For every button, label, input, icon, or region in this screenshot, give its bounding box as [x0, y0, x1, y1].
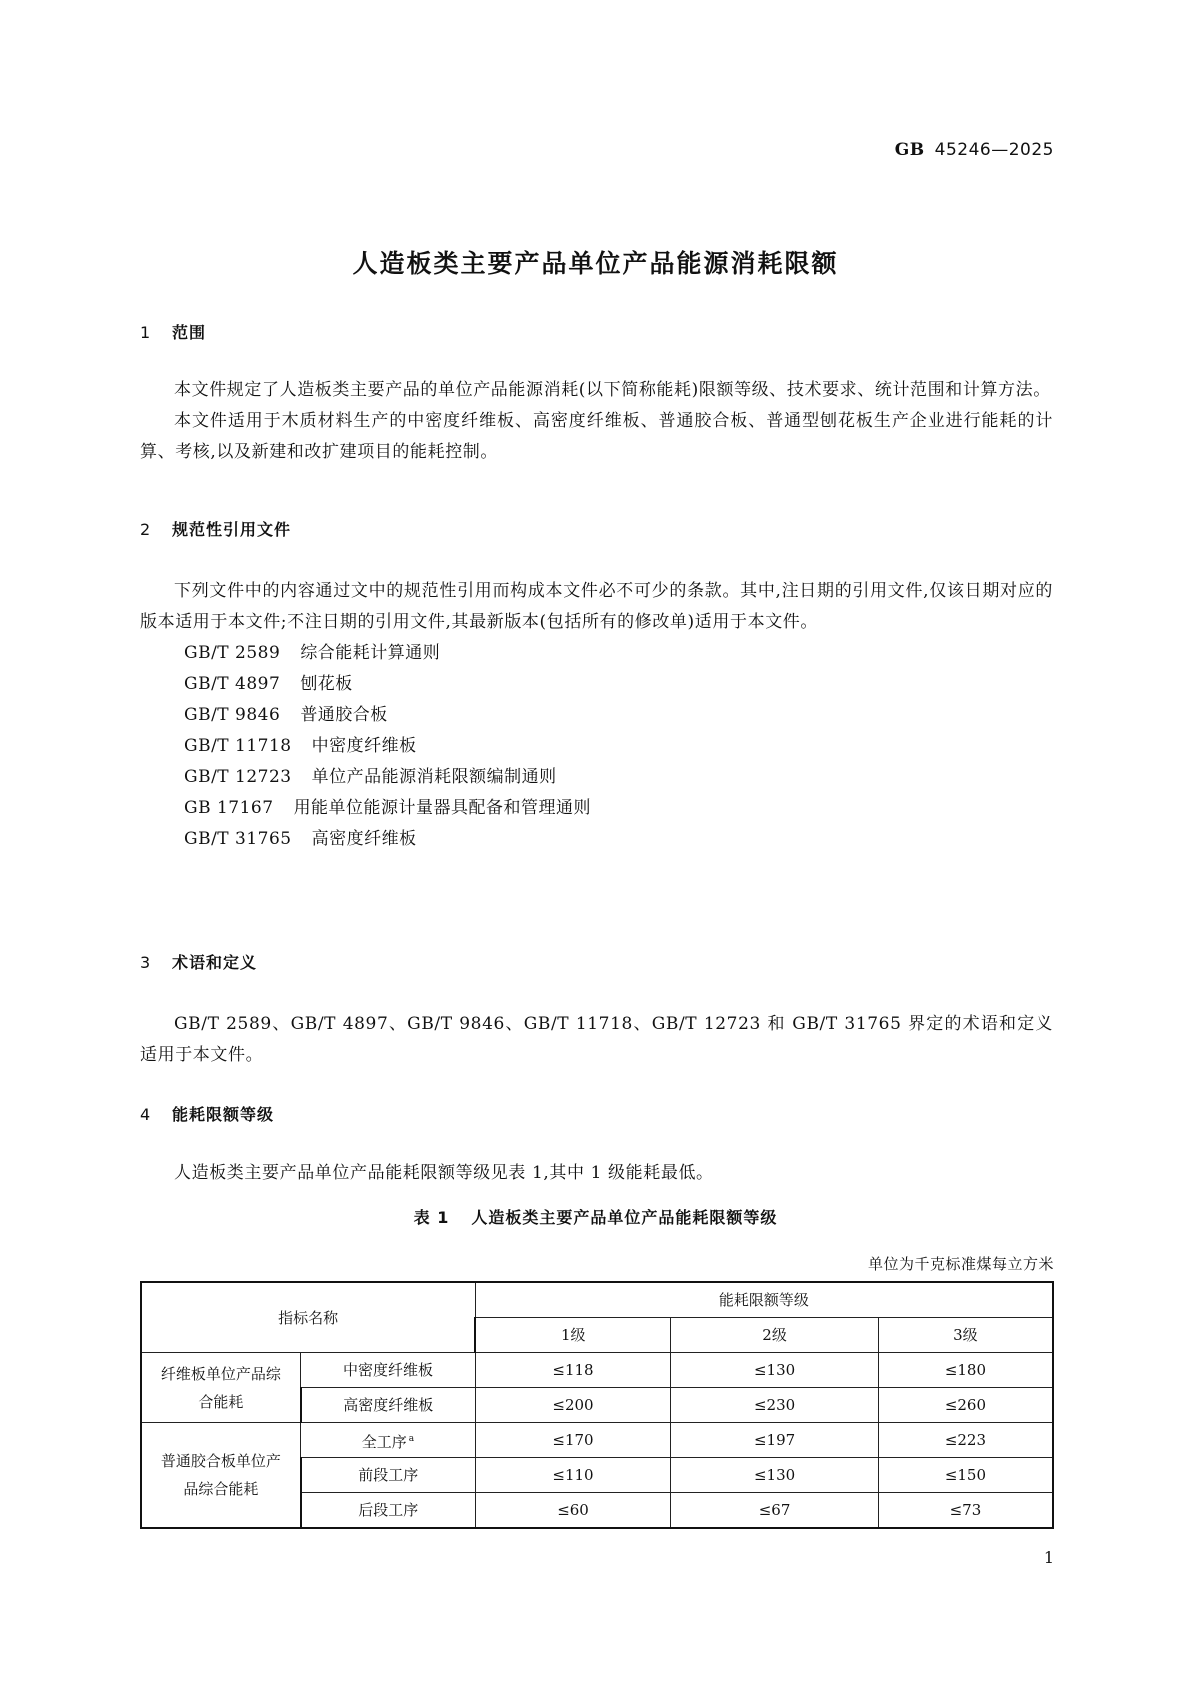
paragraph: GB/T 2589、GB/T 4897、GB/T 9846、GB/T 11718、GB/T 12723 和 GB/T 31765 界定的术语和定义适用于本文件。 — [140, 1014, 1053, 1065]
paragraph: 人造板类主要产品单位产品能耗限额等级见表 1,其中 1 级能耗最低。 — [174, 1163, 714, 1183]
reference-item — [140, 731, 1053, 762]
section-number: 1 — [140, 323, 152, 342]
reference-item — [140, 669, 1053, 700]
section-title: 范围 — [172, 323, 207, 342]
section-heading — [140, 320, 1053, 343]
section-energy-limit-grades — [140, 1102, 1053, 1189]
value-cell: ≤230 — [671, 1388, 879, 1423]
section-number: 4 — [140, 1105, 152, 1124]
value-cell: ≤110 — [475, 1458, 671, 1493]
item-name: 中密度纤维板 — [301, 1353, 476, 1388]
table-unit-note: 单位为千克标准煤每立方米 — [867, 1255, 1054, 1273]
group-name: 纤维板单位产品综合能耗 — [141, 1353, 301, 1423]
section-terms-definitions — [140, 950, 1053, 1071]
section-heading — [140, 1102, 1053, 1125]
reference-code: GB 17167 — [184, 798, 274, 818]
value-cell: ≤150 — [878, 1458, 1053, 1493]
table-row — [141, 1423, 1053, 1458]
section-scope — [140, 320, 1053, 468]
value-cell: ≤60 — [475, 1493, 671, 1529]
section-number: 2 — [140, 520, 152, 539]
reference-code: GB/T 31765 — [184, 829, 292, 849]
standard-number: 45246—2025 — [934, 140, 1054, 160]
value-cell: ≤200 — [475, 1388, 671, 1423]
section-heading — [140, 517, 1053, 540]
reference-code: GB/T 2589 — [184, 643, 281, 663]
value-cell: ≤223 — [878, 1423, 1053, 1458]
standard-code — [895, 140, 1054, 160]
value-cell: ≤170 — [475, 1423, 671, 1458]
value-cell: ≤180 — [878, 1353, 1053, 1388]
energy-limit-table — [140, 1281, 1054, 1529]
section-heading — [140, 950, 1053, 973]
header-grade: 3级 — [878, 1318, 1053, 1353]
section-title: 能耗限额等级 — [172, 1105, 275, 1124]
table-header-row — [141, 1282, 1053, 1318]
value-cell: ≤197 — [671, 1423, 879, 1458]
reference-item — [140, 638, 1053, 669]
item-name: 后段工序 — [301, 1493, 476, 1529]
section-number: 3 — [140, 953, 152, 972]
table-row — [141, 1353, 1053, 1388]
reference-title: 刨花板 — [300, 674, 353, 694]
reference-code: GB/T 4897 — [184, 674, 281, 694]
reference-code: GB/T 11718 — [184, 736, 292, 756]
paragraph: 本文件适用于木质材料生产的中密度纤维板、高密度纤维板、普通胶合板、普通型刨花板生产企业进行能耗的计算、考核,以及新建和改扩建项目的能耗控制。 — [140, 411, 1053, 462]
reference-list — [140, 638, 1053, 855]
reference-code: GB/T 12723 — [184, 767, 292, 787]
item-name: 前段工序 — [301, 1458, 476, 1493]
group-name: 普通胶合板单位产品综合能耗 — [141, 1423, 301, 1529]
section-title: 规范性引用文件 — [172, 520, 292, 539]
table-title: 人造板类主要产品单位产品能耗限额等级 — [471, 1208, 778, 1227]
page-number: 1 — [1043, 1548, 1054, 1567]
section-title: 术语和定义 — [172, 953, 258, 972]
paragraph: 下列文件中的内容通过文中的规范性引用而构成本文件必不可少的条款。其中,注日期的引用文件,仅该日期对应的版本适用于本文件;不注日期的引用文件,其最新版本(包括所有的修改单)适用于本文件。 — [140, 581, 1053, 632]
reference-title: 用能单位能源计量器具配备和管理通则 — [293, 798, 592, 818]
table-number: 表 1 — [413, 1208, 450, 1227]
value-cell: ≤130 — [671, 1458, 879, 1493]
value-cell: ≤67 — [671, 1493, 879, 1529]
footnote-marker: a — [408, 1433, 415, 1444]
header-indicator: 指标名称 — [141, 1282, 475, 1353]
paragraph: 本文件规定了人造板类主要产品的单位产品能源消耗(以下简称能耗)限额等级、技术要求、统计范围和计算方法。 — [174, 380, 1051, 400]
reference-title: 中密度纤维板 — [311, 736, 417, 756]
table-caption — [0, 1205, 1191, 1228]
header-grade: 1级 — [475, 1318, 671, 1353]
reference-item — [140, 762, 1053, 793]
reference-title: 综合能耗计算通则 — [300, 643, 441, 663]
value-cell: ≤118 — [475, 1353, 671, 1388]
reference-item — [140, 793, 1053, 824]
reference-title: 普通胶合板 — [300, 705, 388, 725]
standard-prefix: GB — [894, 140, 925, 160]
header-grade: 2级 — [671, 1318, 879, 1353]
reference-item — [140, 824, 1053, 855]
value-cell: ≤73 — [878, 1493, 1053, 1529]
value-cell: ≤260 — [878, 1388, 1053, 1423]
reference-code: GB/T 9846 — [184, 705, 281, 725]
reference-title: 单位产品能源消耗限额编制通则 — [311, 767, 557, 787]
reference-title: 高密度纤维板 — [311, 829, 417, 849]
item-name: 高密度纤维板 — [301, 1388, 476, 1423]
reference-item — [140, 700, 1053, 731]
document-title: 人造板类主要产品单位产品能源消耗限额 — [352, 249, 839, 278]
section-normative-references — [140, 517, 1053, 855]
item-name — [301, 1423, 476, 1458]
header-grade-group: 能耗限额等级 — [475, 1282, 1053, 1318]
item-label: 全工序 — [361, 1432, 407, 1451]
value-cell: ≤130 — [671, 1353, 879, 1388]
